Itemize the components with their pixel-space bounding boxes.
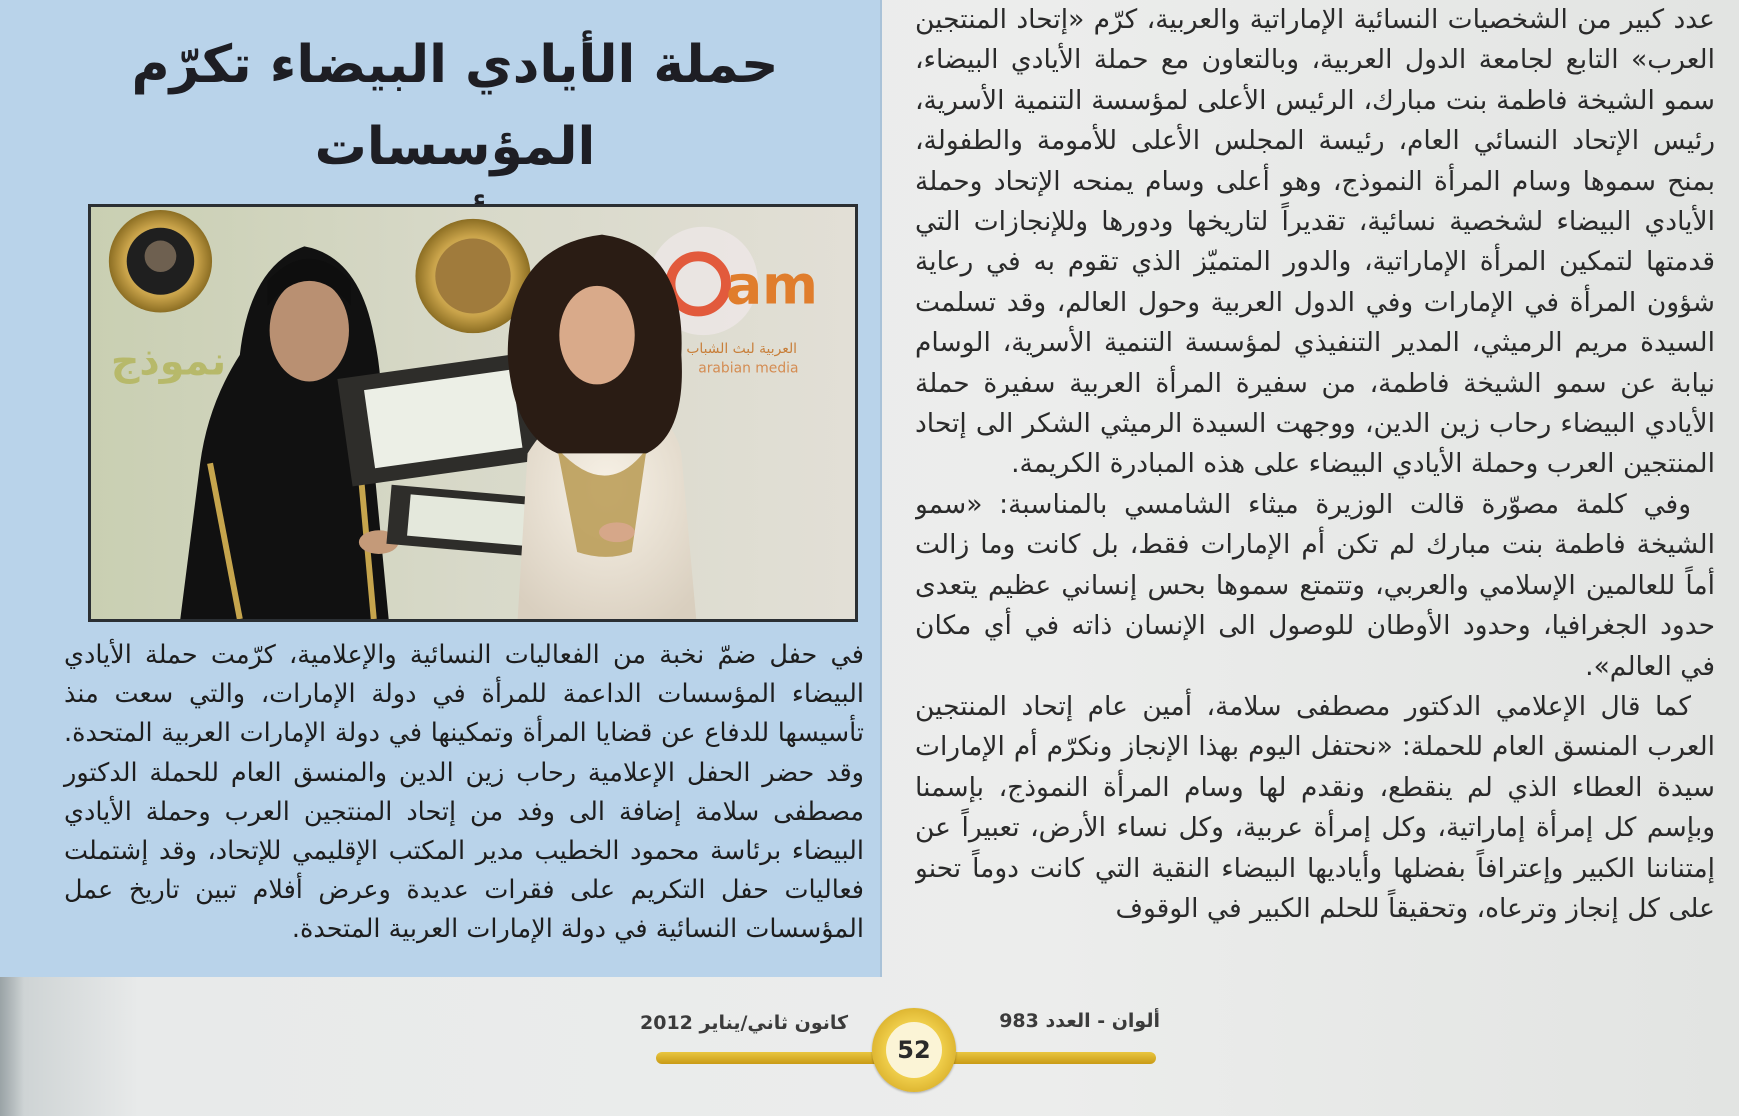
page-footer bbox=[640, 1000, 1160, 1080]
event-photo bbox=[88, 204, 858, 622]
backdrop-medal-left bbox=[109, 210, 212, 313]
body-paragraph-1: عدد كبير من الشخصيات النسائية الإماراتية والعربية، كرّم «إتحاد المنتجين العرب» التابع لجامعة الدول العربية، وبالتعاون مع حملة الأيادي البيضاء، سمو الشيخة فاطمة بنت مبارك، الرئيس الأعلى لمؤسسة التنمية الأسرية، رئيس الإتحاد النسائي العام، رئيسة المجلس الأعلى للأمومة والطفولة، بمنح سموها وسام المرأة النموذج، وهو أعلى وسام يمنحه الإتحاد وحملة الأيادي البيضاء لشخصية نسائية، تقديراً لتاريخها ودورها وللإنجازات التي قدمتها لتمكين المرأة الإماراتية، والدور المتميّز الذي تقوم به في رعاية شؤون المرأة في الإمارات وفي الدول العربية وحول العالم، وقد تسلمت السيدة مريم الرميثي، المدير التنفيذي لمؤسسة التنمية الأسرية، الوسام نيابة عن سمو الشيخة فاطمة، من سفيرة المرأة العربية سفيرة حملة الأيادي البيضاء رحاب زين الدين، ووجهت السيدة الرميثي الشكر الى إتحاد المنتجين العرب وحملة الأيادي البيضاء على هذه المبادرة الكريمة. bbox=[915, 4, 1715, 480]
photo-caption: في حفل ضمّ نخبة من الفعاليات النسائية والإعلامية، كرّمت حملة الأيادي البيضاء المؤسسات الداعمة للمرأة في دولة الإمارات، والتي سعت منذ تأسيسها للدفاع عن قضايا المرأة وتمكينها في دولة الإمارات العربية المتحدة. وقد حضر الحفل الإعلامية رحاب زين الدين والمنسق العام للحملة الدكتور مصطفى سلامة إضافة الى وفد من إتحاد المنتجين العرب وحملة الأيادي البيضاء برئاسة محمود الخطيب مدير المكتب الإقليمي للإتحاد، وقد إشتملت فعاليات حفل التكريم على فقرات عديدة وعرض أفلام تبين تاريخ عمل المؤسسات النسائية في دولة الإمارات العربية المتحدة. bbox=[64, 640, 864, 945]
page-number-badge bbox=[872, 1008, 956, 1092]
article-body bbox=[915, 0, 1715, 985]
woman-right bbox=[508, 235, 697, 619]
body-paragraph-2: وفي كلمة مصوّرة قالت الوزيرة ميثاء الشامسي بالمناسبة: «سمو الشيخة فاطمة بنت مبارك لم تكن أم الإمارات فقط، بل كانت وما زالت أماً للعالمين الإسلامي والعربي، وتتمتع سموها بحس إنساني عظيم يتعدى حدود الجغرافيا، وحدود الأوطان للوصول الى الإنسان ذاته في أي مكان في العالم». bbox=[915, 488, 1715, 682]
footer-issue: ألوان - العدد 983 bbox=[999, 1010, 1160, 1032]
feature-box bbox=[0, 0, 882, 977]
banner-word: نموذج bbox=[110, 338, 227, 385]
svg-text:am: am bbox=[726, 253, 818, 317]
body-paragraph-3: كما قال الإعلامي الدكتور مصطفى سلامة، أمين عام إتحاد المنتجين العرب المنسق العام للحملة: «نحتفل اليوم بهذا الإنجاز ونكرّم أم الإمارات سيدة العطاء الذي لم ينقطع، ونقدم لها وسام المرأة النموذج، بإسمنا وبإسم كل إمرأة إماراتية، وكل إمرأة عربية، وكل نساء الأرض، تعبيراً عن إمتناننا الكبير وإعترافاً بفضلها وأياديها البيضاء النقية التي كانت دوماً تحنو على كل إنجاز وترعاه، وتحقيقاً للحلم الكبير في الوقوف bbox=[915, 690, 1715, 924]
headline-line-1: حملة الأيادي البيضاء تكرّم المؤسسات bbox=[131, 35, 779, 177]
page-number: 52 bbox=[886, 1022, 942, 1078]
footer-date: كانون ثاني/يناير 2012 bbox=[640, 1012, 849, 1034]
photo-illustration bbox=[91, 207, 855, 619]
svg-text:arabian media: arabian media bbox=[698, 360, 799, 377]
svg-text:العربية لبث الشباب: العربية لبث الشباب bbox=[686, 340, 798, 357]
